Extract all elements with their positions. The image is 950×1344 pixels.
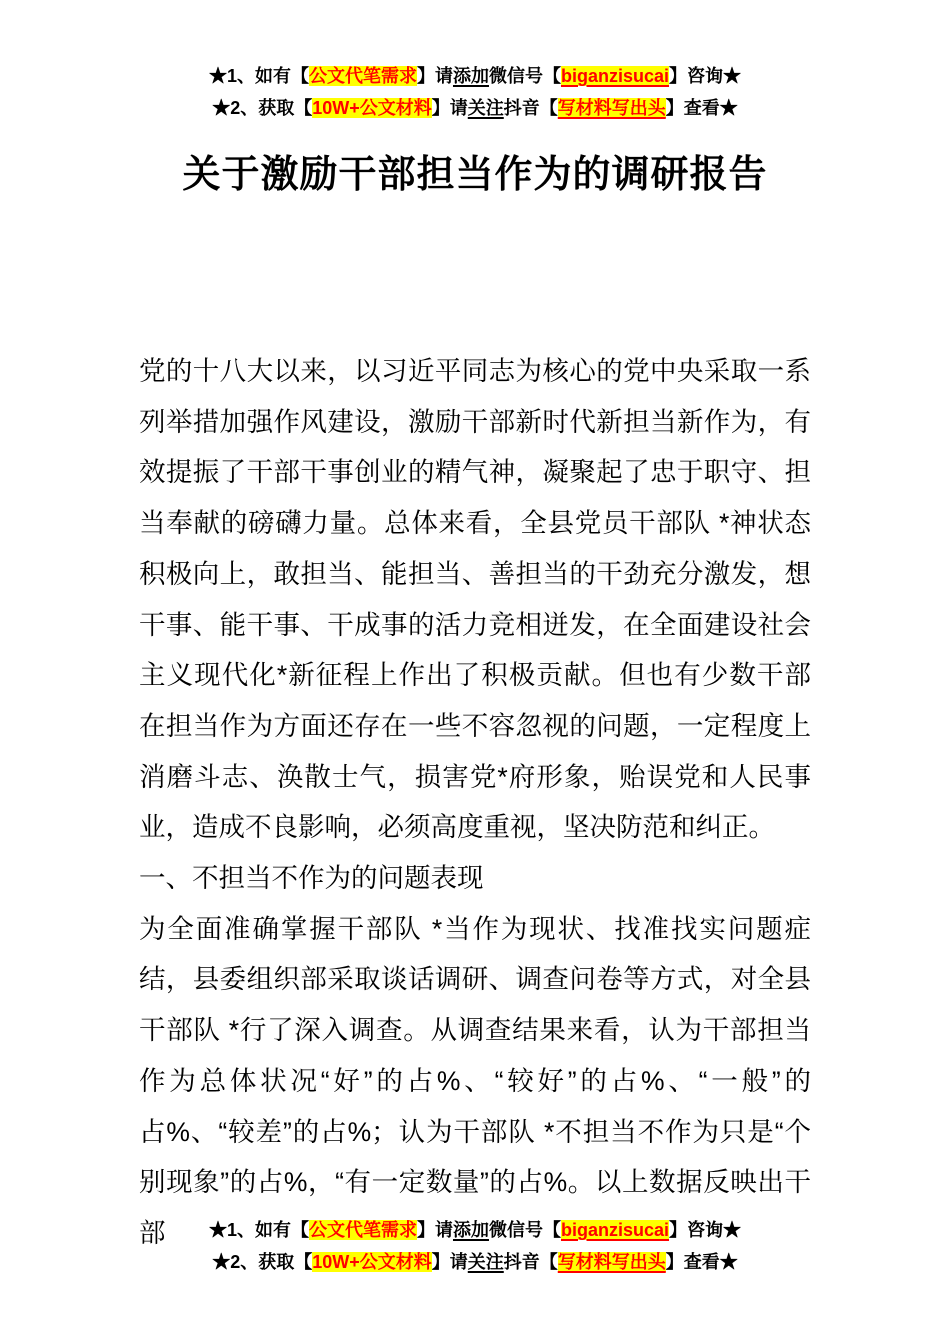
promo-highlight-text: 公文代笔需求: [308, 66, 417, 86]
header-promo-line-1: [0, 60, 950, 92]
promo-text: 抖音【: [503, 98, 558, 118]
promo-text: 】查看: [665, 1252, 720, 1272]
promo-highlight-link-text: biganzisucai: [560, 66, 670, 86]
promo-highlight-link-text: 写材料写出头: [557, 98, 666, 118]
promo-text: 2、获取【: [230, 98, 313, 118]
promo-text: 】请: [431, 1252, 468, 1272]
promo-highlight-text: 10W+公文材料: [312, 98, 432, 118]
header-promo-banner: [0, 60, 950, 124]
promo-underlined-text: 添加: [452, 1220, 489, 1240]
star-icon: ★: [719, 1252, 738, 1272]
star-icon: ★: [719, 98, 738, 118]
promo-highlight-text: 公文代笔需求: [308, 1220, 417, 1240]
footer-promo-banner: [0, 1214, 950, 1278]
promo-text: 】咨询: [669, 66, 724, 86]
footer-promo-line-2: [0, 1246, 950, 1278]
promo-text: 】请: [431, 98, 468, 118]
star-icon: ★: [212, 98, 231, 118]
promo-highlight-text: 10W+公文材料: [312, 1252, 432, 1272]
star-icon: ★: [723, 66, 742, 86]
promo-text: 2、获取【: [230, 1252, 313, 1272]
promo-underlined-text: 关注: [467, 1252, 504, 1272]
promo-highlight-link-text: biganzisucai: [560, 1220, 670, 1240]
promo-text: 】请: [416, 66, 453, 86]
star-icon: ★: [208, 66, 227, 86]
promo-text: 】咨询: [669, 1220, 724, 1240]
promo-text: 抖音【: [503, 1252, 558, 1272]
header-promo-line-2: [0, 92, 950, 124]
document-body: [139, 346, 811, 1259]
document-title: 关于激励干部担当作为的调研报告: [182, 154, 768, 196]
paragraph-survey: 为全面准确掌握干部队 *当作为现状、找准找实问题症结，县委组织部采取谈话调研、调查问卷等方式，对全县干部队 *行了深入调查。从调查结果来看，认为干部担当作为总体状况“好”的占%、“较好”的占%、“一般”的占%、“较差”的占%；认为干部队 *不担当不作为只是“个别现象”的占%，“有一定数量”的占%。以上数据反映出干部: [139, 913, 811, 1248]
promo-text: 微信号【: [488, 66, 561, 86]
star-icon: ★: [208, 1220, 227, 1240]
footer-promo-line-1: [0, 1214, 950, 1246]
star-icon: ★: [212, 1252, 231, 1272]
paragraph-intro: 党的十八大以来，以习近平同志为核心的党中央采取一系列举措加强作风建设，激励干部新时代新担当新作为，有效提振了干部干事创业的精气神，凝聚起了忠于职守、担当奉献的磅礴力量。总体来看，全县党员干部队 *神状态积极向上，敢担当、能担当、善担当的干劲充分激发，想干事、能干事、干成事的活力竞相迸发，在全面建设社会主义现代化*新征程上作出了积极贡献。但也有少数干部在担当作为方面还存在一些不容忽视的问题，一定程度上消磨斗志、涣散士气，损害党*府形象，贻误党和人民事业，造成不良影响，必须高度重视，坚决防范和纠正。: [139, 356, 811, 843]
star-icon: ★: [723, 1220, 742, 1240]
promo-text: 】查看: [665, 98, 720, 118]
promo-text: 1、如有【: [226, 66, 309, 86]
promo-text: 1、如有【: [226, 1220, 309, 1240]
promo-underlined-text: 添加: [452, 66, 489, 86]
promo-text: 微信号【: [488, 1220, 561, 1240]
promo-highlight-link-text: 写材料写出头: [557, 1252, 666, 1272]
promo-text: 】请: [416, 1220, 453, 1240]
promo-underlined-text: 关注: [467, 98, 504, 118]
section-heading-1: 一、不担当不作为的问题表现: [139, 863, 484, 894]
